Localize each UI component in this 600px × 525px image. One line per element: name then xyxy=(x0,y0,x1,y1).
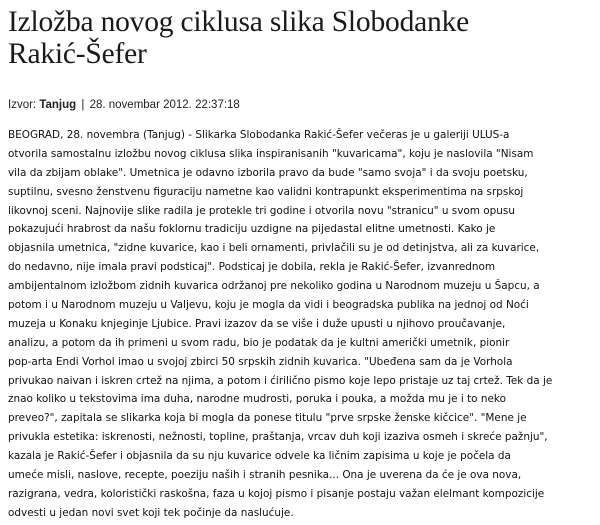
body-line: suptilnu, svesno ženstvenu figuraciju nametne kao validni kontrapunkt eksperimentima na srpskoj xyxy=(8,185,524,198)
body-line: umeće misli, naslove, recepte, poeziju naših i stranih pesnika... Ona je uverena da će je ova nova, xyxy=(8,469,522,482)
source-label: Izvor: xyxy=(8,99,37,111)
body-line: potom i u Narodnom muzeju u Valjevu, koju je mogla da vidi i beogradska publika na jednoj od Noći xyxy=(8,299,529,312)
body-line: privukao naivan i iskren crtež na njima, a potom i ćirilično pismo koje lepo pristaje uz taj crtež. Tek da je xyxy=(8,374,553,387)
body-line: znao koliko u tekstovima ima duha, narodne mudrosti, poruka i pouka, a možda mu je i to neko xyxy=(8,393,506,406)
article xyxy=(8,6,592,523)
body-line: objasnila umetnica, "zidne kuvarice, kao i beli ornamenti, privlačili su je od detinjstva, ali za kuvarice, xyxy=(8,242,540,255)
article-title-line-2: Rakić-Šefer xyxy=(8,38,147,70)
body-line: otvorila samostalnu izložbu novog ciklusa slika inspiranisanih "kuvaricama", koju je naslovila "Nisam xyxy=(8,147,534,160)
body-line: vila da zbijam oblake". Umetnica je odavno izborila pravo da bude "samo svoja" i da svoju poetsku, xyxy=(8,166,528,179)
body-line: privukla estetika: iskrenosti, nežnosti, topline, praštanja, vrcav duh koji izaziva osmeh i skreće pažnju", xyxy=(8,431,548,444)
body-line: kazala je Rakić-Šefer i objasnila da su nju kuvarice odvele ka ličnim zapisima u koje je počela da xyxy=(8,450,511,463)
body-line: analizu, a potom da ih primeni u svom radu, bio je podatak da je kultni američki umetnik, pionir xyxy=(8,336,510,349)
body-line: pop-arta Endi Vorhol imao u svojoj zbirci 50 srpskih zidnih kuvarica. "Ubeđena sam da je Vorhola xyxy=(8,355,513,368)
body-line: pokazujući hrabrost da našu foklornu tradiciju uzdigne na pijedastal elitne umetnosti. Kako je xyxy=(8,223,496,236)
body-line: razigrana, vedra, koloristički raskošna, faza u kojoj pismo i pisanje postaju važan elelmant kompozicije xyxy=(8,487,545,500)
body-line: preveo?", zapitala se slikarka koja bi mogla da ponese titulu "prve srpske ženske kičcice". "Mene je xyxy=(8,412,527,425)
meta-separator: | xyxy=(81,99,85,111)
publish-datetime: 28. novembar 2012. 22:37:18 xyxy=(89,99,240,111)
source-name: Tanjug xyxy=(39,99,77,111)
article-title-line-1: Izložba novog ciklusa slika Slobodanke xyxy=(8,6,470,38)
body-line: likovnoj sceni. Najnovije slike radila je protekle tri godine i otvorila novu "stranicu" u svom opusu xyxy=(8,204,515,217)
body-line: ambijentalnom izložbom zidnih kuvarica održanoj pre nekoliko godina u Narodnom muzeju u Šapcu, a xyxy=(8,280,540,293)
article-body xyxy=(8,126,592,523)
body-line: do nedavno, nije imala pravi podsticaj". Podsticaj je dobila, rekla je Rakić-Šefer, izvanrednom xyxy=(8,261,496,274)
article-meta xyxy=(8,97,592,113)
body-line: BEOGRAD, 28. novembra (Tanjug) - Slikarka Slobodanka Rakić-Šefer večeras je u galeriji ULUS-a xyxy=(8,129,510,141)
body-line: muzeja u Konaku knjeginje Ljubice. Pravi izazov da se više i duže upusti u njihovo proučavanje, xyxy=(8,317,506,330)
article-title xyxy=(8,6,588,70)
body-line: odvesti u jedan novi svet koji tek počinje da naslućuje. xyxy=(8,506,294,519)
